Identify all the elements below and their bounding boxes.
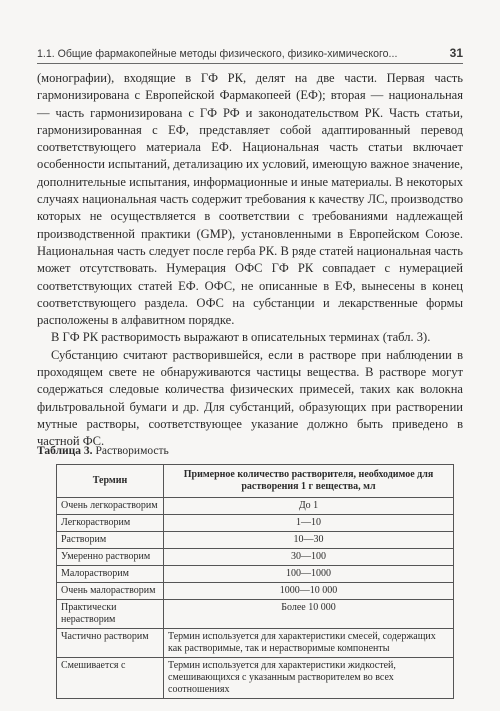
- cell-term: Частично растворим: [57, 629, 164, 658]
- paragraph: (монографии), входящие в ГФ РК, делят на две части. Первая часть гармонизирована с Европейской Фармакопеей (ЕФ); вторая — национальная — часть гармонизирована с ГФ РФ и законодательством РК. Часть статьи, гармонизированная с ЕФ, представляет собой адаптированный перевод соответствующего материала ЕФ. Национальная часть статьи включает особенности испытаний, детализацию их условий, имеющую важное значение, дополнительные испытания, информационные и иные материалы. В некоторых случаях национальная часть содержит требования к качеству ЛС, производство которых не осуществляется в соответствии с требованиями надлежащей производственной практики (GMP), установленными в Европейском Союзе. Национальная часть следует после герба РК. В ряде статей национальная часть может отсутствовать. Нумерация ОФС ГФ РК совпадает с нумерацией соответствующих статей ЕФ. ОФС, не описанные в ЕФ, вынесены в конец соответствующего раздела. ОФС на субстанции и лекарственные формы расположены в алфавитном порядке.: [37, 71, 463, 328]
- cell-amount: 30—100: [164, 549, 454, 566]
- table-row: [57, 498, 454, 515]
- running-header: [37, 42, 463, 60]
- table-row: [57, 658, 454, 699]
- table-caption-title: Растворимость: [95, 445, 169, 457]
- cell-amount: 1000—10 000: [164, 583, 454, 600]
- column-header-term: Термин: [57, 465, 164, 498]
- cell-amount: 1—10: [164, 515, 454, 532]
- cell-term: Смешивается с: [57, 658, 164, 699]
- column-header-amount: Примерное количество растворителя, необходимое для растворения 1 г вещества, мл: [164, 465, 454, 498]
- table-row: [57, 549, 454, 566]
- table-row: [57, 629, 454, 658]
- cell-amount: 10—30: [164, 532, 454, 549]
- body-text: [37, 70, 463, 451]
- table-caption: [37, 445, 169, 457]
- cell-term: Малорастворим: [57, 566, 164, 583]
- cell-amount: 100—1000: [164, 566, 454, 583]
- header-rule: [37, 63, 463, 64]
- cell-term: Умеренно растворим: [57, 549, 164, 566]
- cell-term: Легкорастворим: [57, 515, 164, 532]
- cell-amount: Более 10 000: [164, 600, 454, 629]
- cell-amount: До 1: [164, 498, 454, 515]
- table-caption-label: Таблица 3.: [37, 445, 93, 457]
- cell-amount: Термин используется для характеристики смесей, содержащих как растворимые, так и нерастворимые компоненты: [164, 629, 454, 658]
- table-row: [57, 532, 454, 549]
- table-row: [57, 600, 454, 629]
- solubility-table: [56, 464, 454, 699]
- paragraph: Субстанцию считают растворившейся, если в растворе при наблюдении в проходящем свете не обнаруживаются частицы вещества. В растворе могут содержаться следовые количества физических примесей, таких как волокна фильтровальной бумаги и др. Для субстанций, образующих при растворении мутные растворы, соответствующее указание должно быть приведено в частной ФС.: [37, 347, 463, 449]
- table-body: [57, 498, 454, 699]
- running-title: 1.1. Общие фармакопейные методы физического, физико-химического...: [37, 48, 398, 60]
- table-row: [57, 566, 454, 583]
- table-row: [57, 515, 454, 532]
- table-header-row: [57, 465, 454, 498]
- cell-term: Практически нерастворим: [57, 600, 164, 629]
- cell-term: Очень малорастворим: [57, 583, 164, 600]
- table-row: [57, 583, 454, 600]
- paragraph: В ГФ РК растворимость выражают в описательных терминах (табл. 3).: [51, 330, 431, 345]
- page-number: 31: [449, 46, 463, 60]
- cell-amount: Термин используется для характеристики жидкостей, смешивающихся с указанным растворителем во всех соотношениях: [164, 658, 454, 699]
- cell-term: Растворим: [57, 532, 164, 549]
- cell-term: Очень легкорастворим: [57, 498, 164, 515]
